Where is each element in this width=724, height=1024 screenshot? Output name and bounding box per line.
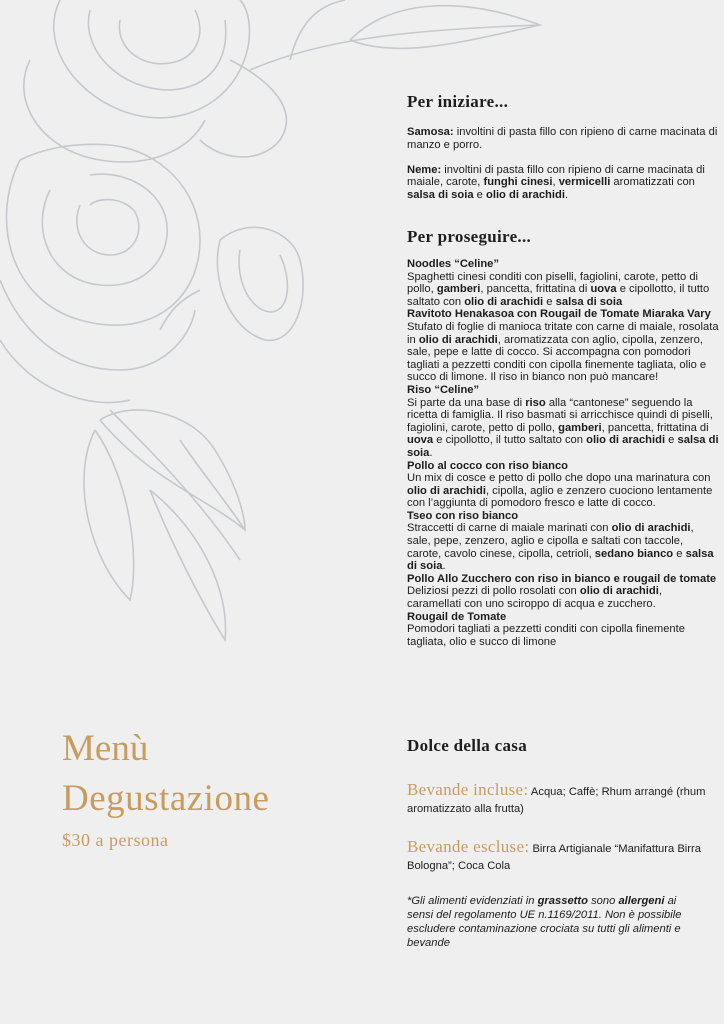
allergen-text: funghi cinesi xyxy=(483,176,553,189)
text-segment: e cipollotto, il tutto saltato con xyxy=(433,434,587,447)
allergen-text: gamberi xyxy=(436,283,481,296)
starters-heading: Per iniziare... xyxy=(407,92,509,111)
allergen-text: Samosa: xyxy=(407,126,454,138)
dish-name: Ravitoto Henakasoa con Rougail de Tomate Miaraka Vary xyxy=(407,308,711,321)
allergen-text: olio di arachidi xyxy=(586,434,666,447)
mains-heading: Per proseguire... xyxy=(407,227,532,246)
text-segment: involtini di pasta fillo con ripieno di carne macinata di manzo e porro. xyxy=(407,126,718,151)
text-segment: Deliziosi pezzi di pollo rosolati con xyxy=(407,585,580,598)
text-segment: e xyxy=(665,434,678,447)
allergen-note xyxy=(407,894,692,950)
allergen-text: Neme: xyxy=(407,163,442,176)
text-segment: aromatizzati con xyxy=(610,176,695,189)
text-segment: ai sensi del regolamento UE n.1169/2011. Non è possibile escludere contaminazione crociata su tutti gli alimenti e bevande xyxy=(407,895,682,949)
drinks-included-text: Acqua; Caffè; Rhum arrangé (rhum aromatizzato alla frutta) xyxy=(407,786,706,815)
starter-item xyxy=(407,126,719,151)
text-segment: , sale, pepe, zenzero, aglio e cipolla e saltati con taccole, carote, cavolo cinese, cipolla, cetrioli, xyxy=(407,522,694,560)
text-segment: Spaghetti cinesi conditi con piselli, fagiolini, carote, petto di pollo, xyxy=(407,270,699,296)
dish-name: Pollo al cocco con riso bianco xyxy=(407,459,569,472)
allergen-text: vermicelli xyxy=(558,176,611,189)
text-segment: . xyxy=(429,446,433,459)
title-line-2: Degustazione xyxy=(62,778,270,819)
dessert-heading: Dolce della casa xyxy=(407,736,527,755)
text-segment: Straccetti di carne di maiale marinati con xyxy=(407,522,612,535)
allergen-text: sedano bianco xyxy=(594,547,674,560)
text-segment: Pomodori tagliati a pezzetti conditi con cipolla finemente tagliata, olio e succo di limone xyxy=(407,623,685,648)
mains-list xyxy=(407,258,719,648)
dish-description xyxy=(407,397,719,460)
dish-description xyxy=(407,271,719,309)
allergen-text: olio di arachidi xyxy=(579,585,659,598)
allergen-text: olio di arachidi xyxy=(611,522,691,535)
text-segment: , pancetta, frittatina di xyxy=(601,421,709,434)
text-segment: . xyxy=(442,560,446,573)
allergen-text: salsa di soia xyxy=(407,434,719,459)
dish-description xyxy=(407,522,719,572)
allergen-text: salsa di soia xyxy=(555,295,623,308)
text-segment: e xyxy=(473,188,486,201)
text-segment: sono xyxy=(587,895,619,907)
starter-item xyxy=(407,164,719,202)
drinks-excluded xyxy=(407,838,719,875)
dish-description xyxy=(407,321,719,384)
allergen-text: salsa di soia xyxy=(407,547,714,573)
text-segment: e xyxy=(673,547,686,560)
dish-name: Pollo Allo Zucchero con riso in bianco e rougail de tomate xyxy=(407,572,717,585)
allergen-text: uova xyxy=(407,434,434,447)
text-segment: Un mix di cosce e petto di pollo che dopo una marinatura con xyxy=(407,472,711,485)
allergen-text: riso xyxy=(525,396,546,409)
allergen-text: gamberi xyxy=(558,421,602,434)
dish-name: Tseo con riso bianco xyxy=(407,509,519,522)
dish-name: Noodles “Celine” xyxy=(407,258,500,270)
allergen-text: uova xyxy=(590,283,617,296)
text-segment: involtini di pasta fillo con ripieno di carne macinata di maiale, carote, xyxy=(407,163,705,189)
text-segment: Stufato di foglie di manioca tritate con carne di maiale, rosolata in xyxy=(407,320,719,346)
dish-description xyxy=(407,623,719,648)
text-segment: Si parte da una base di xyxy=(407,396,526,409)
drinks-excluded-label: Bevande escluse: xyxy=(407,837,530,856)
price: $30 a persona xyxy=(62,830,169,850)
starters-list xyxy=(407,126,719,202)
allergen-text: grassetto xyxy=(537,895,588,907)
text-segment: , aromatizzata con aglio, cipolla, zenzero, sale, pepe e latte di cocco. Si accompagna con pomodori tagliati a pezzetti conditi con cipolla finemente tagliata, olio e succo di limone. Il riso in bianco non può mancare! xyxy=(407,333,707,384)
peony-middle xyxy=(0,144,200,402)
text-segment: , cipolla, aglio e zenzero cuociono lentamente con l’aggiunta di pomodoro fresco e latte di cocco. xyxy=(407,484,713,510)
text-segment: , xyxy=(552,176,559,189)
text-segment: alla “cantonese” seguendo la ricetta di famiglia. Il riso basmati si arricchisce quindi di piselli, fagiolini, carote, petto di pollo, xyxy=(407,396,713,434)
allergen-text: olio di arachidi xyxy=(407,484,486,497)
peony-bud xyxy=(160,227,303,340)
allergen-text: olio di arachidi xyxy=(418,333,498,346)
drinks-included xyxy=(407,781,719,818)
text-segment: e cipollotto, il tutto saltato con xyxy=(407,283,710,308)
text-segment: e xyxy=(543,295,556,308)
drinks-included-label: Bevande incluse: xyxy=(407,780,529,799)
dish-name: Rougail de Tomate xyxy=(407,610,507,623)
peony-top xyxy=(24,0,287,162)
allergen-text: allergeni xyxy=(618,895,665,907)
allergen-text: olio di arachidi xyxy=(486,188,565,201)
text-segment: . xyxy=(564,188,569,201)
dish-description xyxy=(407,585,719,610)
text-segment: *Gli alimenti evidenziati in xyxy=(407,895,538,907)
dish-name: Riso “Celine” xyxy=(407,383,480,396)
allergen-text: salsa di soia xyxy=(407,188,474,201)
dish-description xyxy=(407,472,719,510)
drinks-excluded-text: Birra Artigianale “Manifattura Birra Bologna”; Coca Cola xyxy=(407,843,701,872)
title-line-1: Menù xyxy=(62,728,149,769)
allergen-text: olio di arachidi xyxy=(464,295,544,308)
text-segment: , caramellati con uno sciroppo di acqua e zucchero. xyxy=(407,585,662,611)
text-segment: , pancetta, frittatina di xyxy=(480,283,591,296)
